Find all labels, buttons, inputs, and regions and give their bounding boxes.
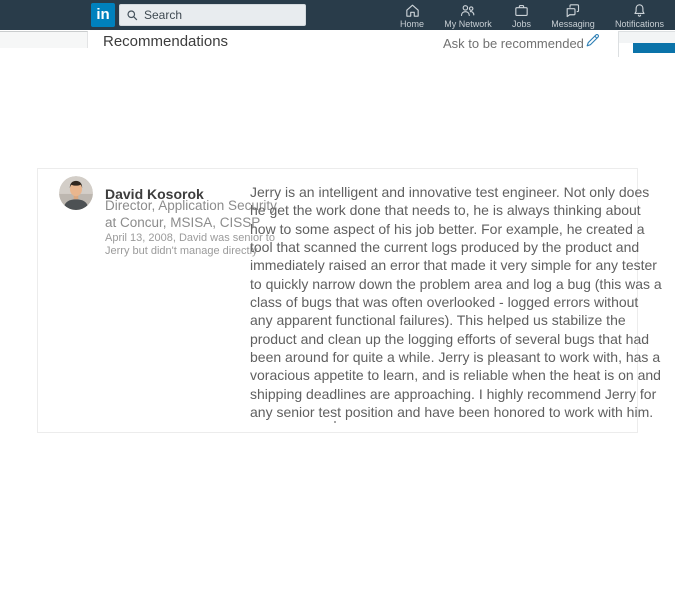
edit-pencil-icon[interactable] <box>584 32 601 54</box>
nav-label-my-network: My Network <box>444 19 492 29</box>
recommendation-text-line: shipping deadlines are approaching. I highly recommend Jerry for <box>250 385 657 402</box>
home-icon <box>404 2 421 19</box>
recommendation-text-line: Jerry is an intelligent and innovative test engineer. Not only does <box>250 184 650 200</box>
recommendation-text-line: any senior test position and have been honored to work with him. <box>250 404 654 421</box>
messaging-icon <box>564 2 581 19</box>
nav-item-my-network[interactable] <box>442 0 494 30</box>
author-headline-line: at Concur, MSISA, CISSP <box>105 214 261 230</box>
recommendation-text-line: immediately raised an error that made it very simple for any tester <box>250 257 657 274</box>
search-icon <box>126 9 139 22</box>
nav-label-home: Home <box>400 19 425 29</box>
cutoff-blue-button[interactable] <box>633 43 675 53</box>
nav-item-notifications[interactable] <box>613 0 666 30</box>
my-network-icon <box>458 2 477 19</box>
jobs-icon <box>513 2 530 19</box>
recommendation-card <box>37 168 662 433</box>
nav-label-notifications: Notifications <box>614 19 664 29</box>
recommendation-text-line: product and clean up the logging efforts of several bugs that had <box>250 330 650 347</box>
recommendation-meta-line: April 13, 2008, David was senior to <box>105 232 275 244</box>
truncation-dot <box>334 421 336 423</box>
recommendation-text <box>250 183 662 421</box>
nav-item-jobs[interactable] <box>510 0 533 30</box>
recommendation-text-line: he get the work done that needs to, he is always thinking about <box>250 202 641 219</box>
ask-to-be-recommended-label: Ask to be recommended <box>443 36 584 51</box>
search-input[interactable] <box>144 8 294 22</box>
nav-item-messaging[interactable] <box>549 0 597 30</box>
nav-label-jobs: Jobs <box>511 19 531 29</box>
recommendation-text-line: any apparent functional failures). This helped us stabilize the <box>250 312 626 329</box>
nav-items <box>398 0 666 30</box>
nav-item-home[interactable] <box>398 0 426 30</box>
recommendation-text-line: been around for quite a while. Jerry is pleasant to work with, has a <box>250 349 661 366</box>
recommendations-title: Recommendations <box>103 33 229 50</box>
recommendation-text-line: class of bugs that was often overlooked - logged errors without <box>250 294 639 311</box>
search-box[interactable] <box>119 4 306 26</box>
recommendation-text-line: to quickly narrow down the problem area and log a bug (this was a <box>250 275 662 292</box>
recommendation-text-line: voracious appetite to learn, and is reliable when the heat is on and <box>250 367 661 384</box>
recommendation-text-line: how to some aspect of his job better. For example, he created a <box>250 220 645 237</box>
linkedin-logo[interactable]: in <box>91 3 115 27</box>
nav-label-messaging: Messaging <box>551 19 595 29</box>
author-name[interactable]: David Kosorok <box>105 186 204 202</box>
right-panel-fragment <box>619 31 675 43</box>
recommendation-text-line: tool that scanned the current logs produced by the product and <box>250 239 640 256</box>
top-navigation-bar <box>0 0 675 30</box>
avatar[interactable] <box>59 176 93 210</box>
left-gutter-panel <box>0 31 88 48</box>
notifications-icon <box>631 2 648 19</box>
recommendation-meta-line: Jerry but didn't manage directly <box>105 244 258 257</box>
author-headline-line: Director, Application Security <box>105 198 277 213</box>
